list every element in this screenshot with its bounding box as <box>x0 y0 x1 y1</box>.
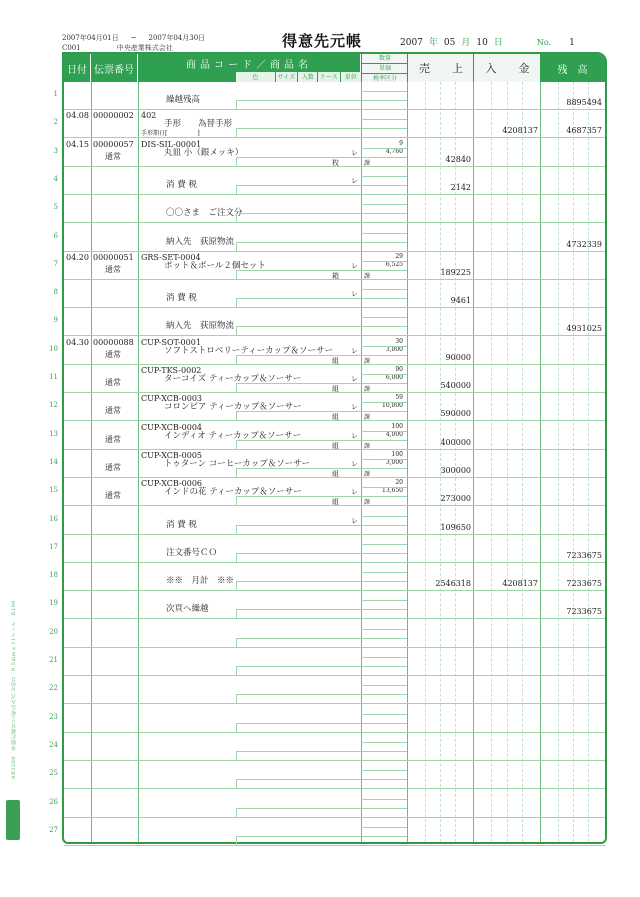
row-number: 13 <box>49 429 58 438</box>
print-day: 10 <box>476 38 488 48</box>
row-payment: 4208137 <box>502 126 538 136</box>
row-slip-type: 通常 <box>105 264 121 274</box>
row-product-name: 次頁へ繰越 <box>166 604 209 615</box>
row-number: 17 <box>49 542 58 551</box>
col-case: ケース <box>318 72 340 82</box>
table-row <box>64 591 605 619</box>
col-pack: 入数 <box>298 72 318 82</box>
row-product-name: ポット＆ボール２個セット <box>164 260 266 271</box>
qty-subgrid <box>361 346 407 355</box>
row-qty: 59 <box>395 394 403 402</box>
row-unit-price: 4,760 <box>385 147 403 155</box>
customer-code: C001 <box>62 44 81 52</box>
row-sales: 400000 <box>440 437 471 447</box>
table-row <box>64 110 605 138</box>
qty-subgrid <box>361 298 407 307</box>
row-number: 25 <box>49 769 58 778</box>
table-row <box>64 337 605 365</box>
table-row <box>64 280 605 308</box>
table-row <box>64 167 605 195</box>
row-check-mark: レ <box>351 459 358 468</box>
row-sales: 42840 <box>445 154 471 164</box>
product-subgrid <box>236 242 361 251</box>
table-row <box>64 224 605 252</box>
row-slip-no: 00000057 <box>93 139 134 149</box>
row-unit-price: 13,650 <box>382 487 403 495</box>
qty-subgrid <box>361 204 407 213</box>
qty-subgrid <box>361 516 407 525</box>
row-number: 21 <box>49 656 58 664</box>
product-subgrid <box>236 496 361 505</box>
qty-subgrid <box>361 799 407 808</box>
table-row <box>64 535 605 563</box>
qty-subgrid <box>361 261 407 270</box>
row-product-name: ターコイズ ティーカップ＆ソーサー <box>164 374 302 384</box>
row-slip-type: 通常 <box>105 151 121 161</box>
product-subgrid <box>236 779 361 788</box>
table-row <box>64 676 605 704</box>
row-sales: 109650 <box>440 522 471 532</box>
row-unit-price: 6,000 <box>385 374 403 381</box>
qty-subgrid <box>361 600 407 609</box>
qty-subgrid <box>361 496 407 505</box>
row-unit: 組 <box>332 356 339 365</box>
row-product-code: DIS-SIL-00001 <box>141 139 202 149</box>
qty-subgrid <box>361 751 407 760</box>
row-number: 1 <box>53 90 58 98</box>
product-subgrid <box>236 694 361 703</box>
table-row <box>64 308 605 336</box>
table-row <box>64 620 605 648</box>
qty-subgrid <box>361 638 407 647</box>
row-tax-class: 課 <box>364 159 371 167</box>
row-check-mark: レ <box>351 488 358 497</box>
period-separator: ~ <box>130 34 137 42</box>
col-tax-class: 税率区分 <box>372 75 397 82</box>
ledger-table <box>62 52 607 844</box>
qty-subgrid <box>361 836 407 845</box>
qty-subgrid <box>361 742 407 751</box>
product-subgrid <box>236 609 361 618</box>
row-number: 8 <box>53 288 58 297</box>
product-subgrid <box>236 553 361 562</box>
row-number: 5 <box>53 203 58 212</box>
row-product-name: 消 費 税 <box>166 519 197 530</box>
row-payment: 4208137 <box>502 579 538 589</box>
row-unit: 組 <box>332 441 339 450</box>
row-unit: 箱 <box>332 271 339 280</box>
qty-subgrid <box>361 544 407 553</box>
qty-subgrid <box>361 779 407 788</box>
qty-subgrid <box>361 326 407 335</box>
table-row <box>64 195 605 223</box>
product-subgrid <box>236 326 361 335</box>
product-subgrid <box>236 270 361 279</box>
year-label: 年 <box>428 38 438 48</box>
row-qty: 100 <box>391 422 403 430</box>
row-product-name: インドの花 ティーカップ＆ソーサー <box>164 487 302 498</box>
row-slip-no: 00000088 <box>93 337 134 347</box>
row-product-name: コロンビア ティーカップ＆ソーサー <box>164 402 302 413</box>
table-row <box>64 761 605 789</box>
qty-subgrid <box>361 317 407 326</box>
table-row <box>64 252 605 280</box>
row-product-name: 納入先 荻原物流 <box>166 236 235 247</box>
print-month: 05 <box>443 38 456 48</box>
qty-subgrid <box>361 270 407 279</box>
row-number: 19 <box>49 599 58 608</box>
row-slip-type: 通常 <box>105 378 121 387</box>
row-balance: 4931025 <box>566 324 602 334</box>
qty-subgrid <box>361 431 407 440</box>
period-to: 2007年04月30日 <box>148 34 206 42</box>
customer-name: 中央産業株式会社 <box>116 44 173 52</box>
row-check-mark: レ <box>351 290 358 299</box>
table-row <box>64 422 605 450</box>
row-unit-price: 10,000 <box>382 402 403 410</box>
row-product-name: 注文番号ＣＯ <box>166 547 218 558</box>
row-product-code: CUP-XCB-0005 <box>141 450 202 460</box>
row-qty: 100 <box>391 450 403 458</box>
row-number: 3 <box>53 146 58 155</box>
qty-subgrid <box>361 157 407 166</box>
page-no-label: No. <box>536 38 552 47</box>
row-number: 15 <box>49 486 58 495</box>
qty-subgrid <box>361 723 407 732</box>
col-color: 色 <box>236 72 276 82</box>
table-row <box>64 563 605 591</box>
qty-subgrid <box>361 629 407 638</box>
row-sales: 273000 <box>440 494 471 504</box>
row-product-name: 納入先 荻原物流 <box>166 321 235 332</box>
qty-subgrid <box>361 459 407 468</box>
qty-subgrid <box>361 148 407 157</box>
product-subgrid <box>236 213 361 222</box>
col-balance: 残 高 <box>540 54 605 82</box>
qty-subgrid <box>361 374 407 383</box>
row-product-name: 手形 為替手形 <box>164 119 233 130</box>
row-balance: 7233675 <box>566 607 602 617</box>
table-row <box>64 507 605 535</box>
brand-logo-icon <box>6 800 20 840</box>
row-slip-type: 通常 <box>105 491 121 501</box>
row-sales: 2142 <box>450 182 471 192</box>
qty-subgrid <box>361 685 407 694</box>
product-subgrid <box>236 581 361 590</box>
row-product-code: CUP-TKS-0002 <box>141 366 202 375</box>
row-qty: 29 <box>395 252 403 260</box>
col-unit: 単位 <box>344 74 357 81</box>
row-qty: 20 <box>395 479 403 487</box>
row-qty: 90 <box>395 366 403 373</box>
row-number: 27 <box>49 825 58 834</box>
row-product-name: ソフトストロベリーティーカップ＆ソーサー <box>164 345 333 356</box>
qty-subgrid <box>361 808 407 817</box>
row-product-name: インディオ ティーカップ＆ソーサー <box>164 430 302 441</box>
table-row <box>64 733 605 761</box>
product-subgrid <box>236 411 361 420</box>
row-qty: 30 <box>395 337 403 345</box>
row-unit-price: 6,525 <box>385 260 403 268</box>
row-number: 6 <box>53 231 58 240</box>
print-year: 2007 <box>400 38 423 48</box>
qty-subgrid <box>361 355 407 364</box>
row-product-code: CUP-XCB-0006 <box>141 479 202 489</box>
qty-subgrid <box>361 714 407 723</box>
row-slip-no: 00000051 <box>93 252 134 262</box>
qty-subgrid <box>361 402 407 411</box>
form-spec-text: SR2300 単価記載有り/税込み式 3品目 9.5mm×11インチ R100 <box>11 600 17 779</box>
row-date: 04.08 <box>66 111 89 121</box>
qty-subgrid <box>361 119 407 128</box>
row-date: 04.30 <box>66 337 89 347</box>
table-row <box>64 393 605 421</box>
product-subgrid <box>236 185 361 194</box>
row-tax-class: 課 <box>364 499 371 507</box>
row-slip-type: 通常 <box>105 462 121 472</box>
row-product-name: 〇〇さま ご注文分 <box>166 208 243 219</box>
col-unit-price: 単価 <box>362 64 408 74</box>
qty-subgrid <box>361 666 407 675</box>
row-tax-class: 課 <box>364 470 371 478</box>
row-note: 手形期日[ ] <box>141 130 200 138</box>
row-balance: 7233675 <box>566 579 602 589</box>
row-product-name: 丸皿 小（銀メッキ） <box>164 147 244 158</box>
row-slip-type: 通常 <box>105 349 121 359</box>
row-number: 9 <box>53 316 58 325</box>
col-product: 商品コード／商品名 <box>138 54 361 72</box>
row-unit: 組 <box>332 413 339 422</box>
row-product-code: 402 <box>141 111 157 121</box>
row-product-code: GRS-SET-0004 <box>141 252 201 262</box>
qty-subgrid <box>361 581 407 590</box>
row-number: 7 <box>53 259 58 268</box>
qty-subgrid <box>361 100 407 109</box>
qty-subgrid <box>361 440 407 449</box>
row-tax-class: 課 <box>364 414 371 422</box>
table-row <box>64 818 605 846</box>
qty-subgrid <box>361 572 407 581</box>
col-payment: 入 金 <box>473 54 541 82</box>
row-product-code: CUP-SOT-0001 <box>141 337 201 347</box>
qty-subgrid <box>361 657 407 666</box>
qty-subgrid <box>361 694 407 703</box>
table-row <box>64 790 605 818</box>
row-check-mark: レ <box>351 176 358 185</box>
row-tax-class: 課 <box>364 442 371 450</box>
row-slip-no: 00000002 <box>93 111 134 121</box>
table-row <box>64 365 605 393</box>
row-number: 14 <box>49 457 58 466</box>
row-unit: 組 <box>332 385 339 393</box>
print-date <box>400 35 575 48</box>
row-check-mark: レ <box>351 375 358 383</box>
row-unit-price: 4,000 <box>385 430 403 438</box>
col-size: サイズ <box>276 72 298 82</box>
row-number: 20 <box>49 627 58 636</box>
row-sales: 590000 <box>440 409 471 419</box>
row-sales: 300000 <box>440 465 471 475</box>
table-row <box>64 450 605 478</box>
qty-subgrid <box>361 213 407 222</box>
row-unit: 組 <box>332 498 339 507</box>
qty-subgrid <box>361 128 407 137</box>
qty-subgrid <box>361 609 407 618</box>
col-qty: 数量 <box>362 54 408 64</box>
col-sales: 売 上 <box>407 54 474 82</box>
row-number: 18 <box>49 571 58 580</box>
row-tax-class: 課 <box>364 386 371 393</box>
row-balance: 8895494 <box>566 98 602 107</box>
product-subgrid <box>236 298 361 307</box>
qty-subgrid <box>361 91 407 100</box>
qty-subgrid <box>361 233 407 242</box>
qty-subgrid <box>361 468 407 477</box>
product-subgrid <box>236 836 361 845</box>
qty-subgrid <box>361 553 407 562</box>
qty-subgrid <box>361 525 407 534</box>
row-slip-type: 通常 <box>105 434 121 444</box>
product-subgrid <box>236 100 361 109</box>
row-unit-price: 3,000 <box>385 458 403 466</box>
table-row <box>64 478 605 506</box>
row-number: 23 <box>49 712 58 721</box>
qty-subgrid <box>361 289 407 298</box>
row-unit: 組 <box>332 469 339 478</box>
qty-subgrid <box>361 185 407 194</box>
row-sales: 9461 <box>450 296 471 306</box>
product-subgrid <box>236 440 361 449</box>
qty-subgrid <box>361 827 407 836</box>
row-number: 11 <box>49 373 58 381</box>
qty-price-header <box>361 54 408 82</box>
row-sales: 189225 <box>440 267 471 277</box>
row-product-name: トゥターン コーヒーカップ＆ソーサー <box>164 458 311 469</box>
row-check-mark: レ <box>351 403 358 412</box>
qty-subgrid <box>361 176 407 185</box>
product-subgrid <box>236 723 361 732</box>
product-subgrid <box>236 525 361 534</box>
row-tax-class: 課 <box>364 272 371 280</box>
qty-subgrid <box>361 383 407 392</box>
product-subgrid <box>236 355 361 364</box>
row-product-name: 消 費 税 <box>166 179 197 190</box>
product-subgrid <box>236 751 361 760</box>
period-from: 2007年04月01日 <box>62 34 119 42</box>
row-sales: 540000 <box>440 381 471 390</box>
row-sales: 90000 <box>445 352 471 362</box>
row-number: 16 <box>49 514 58 523</box>
product-subgrid <box>236 128 361 137</box>
row-number: 10 <box>49 344 58 353</box>
table-row <box>64 705 605 733</box>
period-info <box>62 33 205 53</box>
row-number: 2 <box>53 118 58 127</box>
row-number: 12 <box>49 401 58 410</box>
table-row <box>64 82 605 110</box>
table-row <box>64 648 605 676</box>
row-number: 22 <box>49 684 58 693</box>
product-subgrid <box>236 383 361 392</box>
row-slip-type: 通常 <box>105 406 121 416</box>
product-subgrid <box>236 666 361 675</box>
row-sales: 2546318 <box>435 579 471 589</box>
row-product-name: 消 費 税 <box>166 293 197 304</box>
row-balance: 4732339 <box>566 239 602 249</box>
row-tax-class: 課 <box>364 357 371 365</box>
row-check-mark: レ <box>351 261 358 270</box>
product-subgrid <box>236 808 361 817</box>
row-date: 04.15 <box>66 139 89 149</box>
table-row <box>64 139 605 167</box>
row-product-code: CUP-XCB-0003 <box>141 394 202 404</box>
row-date: 04.20 <box>66 252 89 262</box>
product-subgrid <box>236 157 361 166</box>
product-subheader <box>236 72 361 82</box>
row-product-code: CUP-XCB-0004 <box>141 422 202 432</box>
document-title: 得意先元帳 <box>282 32 363 50</box>
col-slip-no: 伝票番号 <box>91 54 138 82</box>
month-label: 月 <box>461 38 471 48</box>
row-balance: 4687357 <box>566 126 602 136</box>
row-unit: 枚 <box>332 158 339 167</box>
row-number: 24 <box>49 740 58 749</box>
page-number: 1 <box>569 38 575 48</box>
row-product-name: 繰越残高 <box>166 95 201 105</box>
row-number: 4 <box>53 174 58 183</box>
row-number: 26 <box>49 797 58 806</box>
row-qty: 9 <box>399 139 403 147</box>
row-check-mark: レ <box>351 148 358 157</box>
col-date: 日付 <box>64 54 91 82</box>
qty-subgrid <box>361 242 407 251</box>
product-subgrid <box>236 468 361 477</box>
row-check-mark: レ <box>351 431 358 440</box>
qty-subgrid <box>361 770 407 779</box>
qty-subgrid <box>361 487 407 496</box>
row-check-mark: レ <box>351 516 358 525</box>
row-product-name: ※※ 月計 ※※ <box>166 576 235 587</box>
product-subgrid <box>236 638 361 647</box>
row-unit-price: 3,000 <box>385 345 403 353</box>
row-check-mark: レ <box>351 346 358 355</box>
qty-subgrid <box>361 411 407 420</box>
day-label: 日 <box>493 38 503 48</box>
row-balance: 7233675 <box>566 550 602 560</box>
